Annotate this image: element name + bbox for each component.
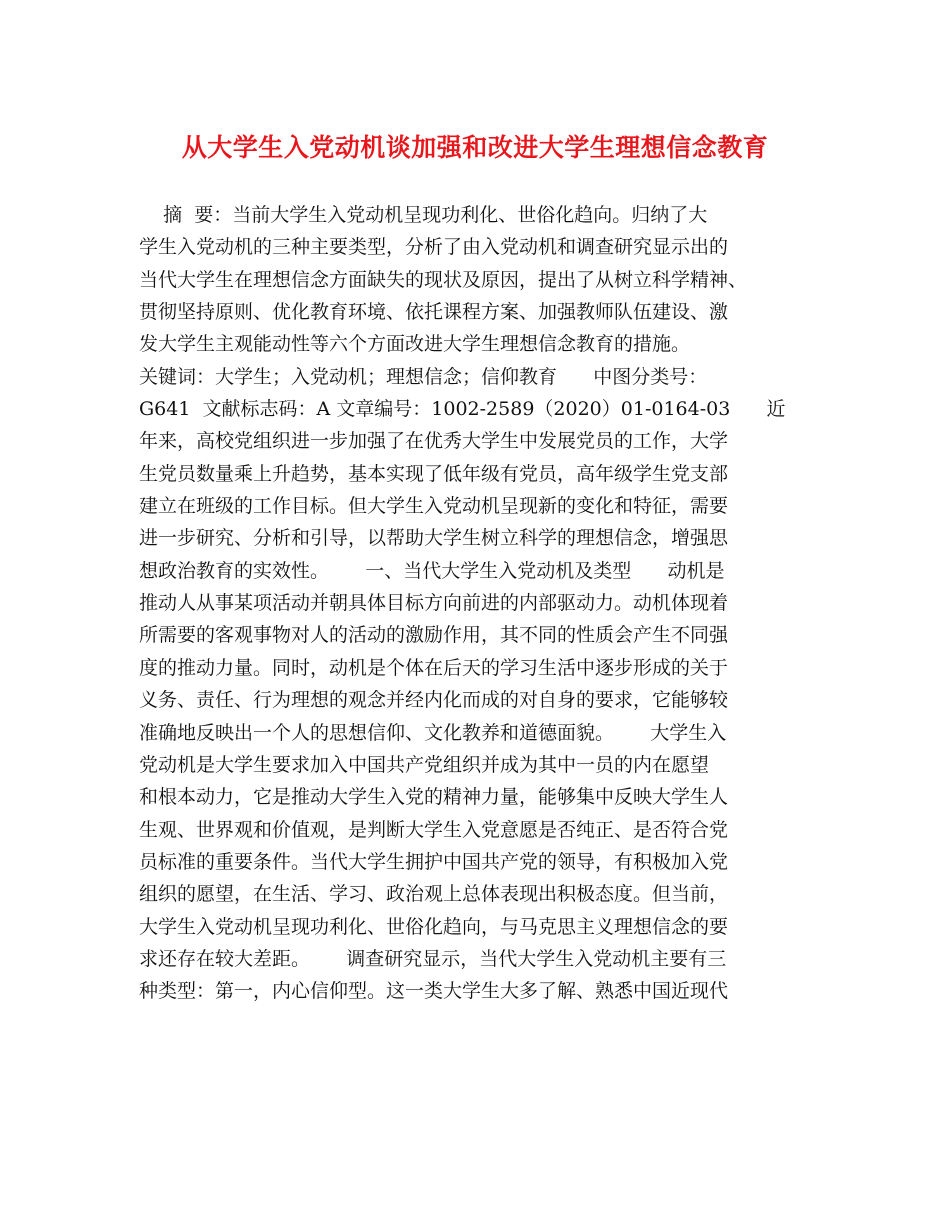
body-line: 当代大学生在理想信念方面缺失的现状及原因，提出了从树立科学精神、 xyxy=(139,268,748,291)
body-line: 关键词：大学生；入党动机；理想信念；信仰教育 中图分类号： xyxy=(139,365,708,388)
body-line: 进一步研究、分析和引导，以帮助大学生树立科学的理想信念，增强思 xyxy=(139,527,729,550)
body-line: 生党员数量乘上升趋势，基本实现了低年级有党员，高年级学生党支部 xyxy=(139,462,729,485)
body-line: 度的推动力量。同时，动机是个体在后天的学习生活中逐步形成的关于 xyxy=(139,656,729,679)
body-line: 义务、责任、行为理想的观念并经内化而成的对自身的要求，它能够较 xyxy=(139,689,729,712)
body-line: 种类型：第一，内心信仰型。这一类大学生大多了解、熟悉中国近现代 xyxy=(139,980,729,1003)
document-body xyxy=(139,199,819,1008)
body-line: 和根本动力，它是推动大学生入党的精神力量，能够集中反映大学生人 xyxy=(139,786,729,809)
body-line: 生观、世界观和价值观，是判断大学生入党意愿是否纯正、是否符合党 xyxy=(139,818,729,841)
body-line: 大学生入党动机呈现功利化、世俗化趋向，与马克思主义理想信念的要 xyxy=(139,915,729,938)
body-line: 求还存在较大差距。 调查研究显示，当代大学生入党动机主要有三 xyxy=(139,947,727,970)
body-line: 学生入党动机的三种主要类型，分析了由入党动机和调查研究显示出的 xyxy=(139,236,729,259)
body-line: 准确地反映出一个人的思想信仰、文化教养和道德面貌。 大学生入 xyxy=(139,721,727,744)
body-line: 贯彻坚持原则、优化教育环境、依托课程方案、加强教师队伍建设、激 xyxy=(139,301,729,324)
body-line: 年来，高校党组织进一步加强了在优秀大学生中发展党员的工作，大学 xyxy=(139,430,729,453)
body-line: 摘 要：当前大学生入党动机呈现功利化、世俗化趋向。归纳了大 xyxy=(139,204,708,226)
body-line: 想政治教育的实效性。 一、当代大学生入党动机及类型 动机是 xyxy=(139,559,725,582)
body-line: 建立在班级的工作目标。但大学生入党动机呈现新的变化和特征，需要 xyxy=(139,495,729,518)
body-line: 所需要的客观事物对人的活动的激励作用，其不同的性质会产生不同强 xyxy=(139,624,729,647)
document-title: 从大学生入党动机谈加强和改进大学生理想信念教育 xyxy=(181,133,769,162)
body-line: 组织的愿望，在生活、学习、政治观上总体表现出积极态度。但当前， xyxy=(139,883,729,906)
body-line: G641 文献标志码：A 文章编号：1002-2589（2020）01-0164-03 近 xyxy=(139,398,786,421)
body-line: 员标准的重要条件。当代大学生拥护中国共产党的领导，有积极加入党 xyxy=(139,850,729,873)
body-line: 推动人从事某项活动并朝具体目标方向前进的内部驱动力。动机体现着 xyxy=(139,592,729,615)
body-line: 党动机是大学生要求加入中国共产党组织并成为其中一员的内在愿望 xyxy=(139,753,710,776)
body-line: 发大学生主观能动性等六个方面改进大学生理想信念教育的措施。 xyxy=(139,333,691,356)
